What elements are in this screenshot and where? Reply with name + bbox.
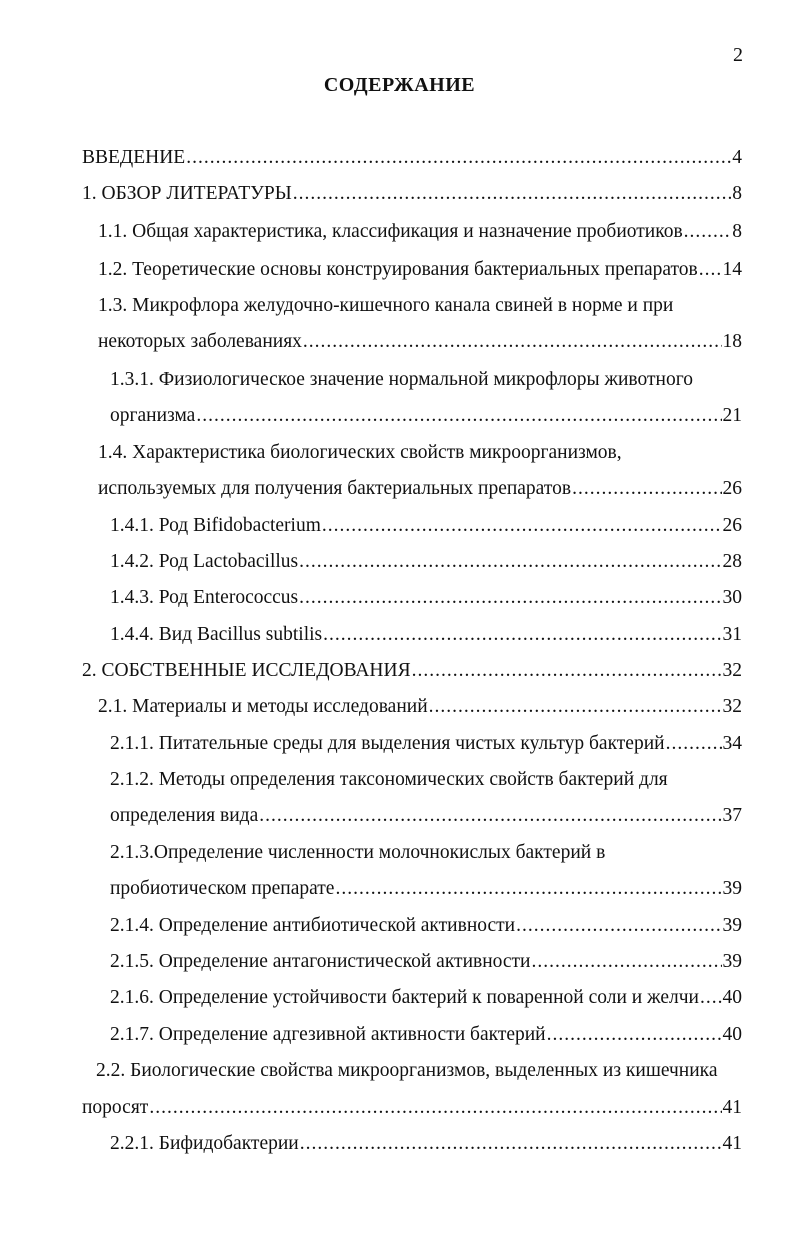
toc-entry-title: некоторых заболеваниях (98, 331, 302, 352)
toc-entry-2-2-line1: 2.2. Биологические свойства микроорганизмов, выделенных из кишечника (96, 1060, 718, 1081)
toc-entry-page: 37 (722, 805, 742, 826)
toc-entry-title: используемых для получения бактериальных препаратов (98, 478, 572, 499)
toc-entry-page: 32 (722, 696, 742, 717)
toc-entry-title: 1.4.1. Род Bifidobacterium (110, 515, 321, 536)
toc-entry-title: 2. СОБСТВЕННЫЕ ИССЛЕДОВАНИЯ (82, 660, 411, 681)
toc-entry-2-2 (82, 1094, 742, 1122)
toc-entry-title: ВВЕДЕНИЕ (82, 147, 186, 168)
toc-entry-title: 1.1. Общая характеристика, классификация и назначение пробиотиков (98, 221, 683, 242)
toc-entry-page: 26 (722, 515, 742, 536)
toc-entry-1-4-1 (110, 512, 742, 540)
toc-entry-page: 14 (722, 259, 742, 280)
toc-entry-2-1 (98, 693, 742, 721)
toc-entry-title: 2.1.5. Определение антагонистической активности (110, 951, 531, 972)
toc-entry-title: 1.4.3. Род Enterococcus (110, 587, 299, 608)
toc-entry-page: 39 (722, 878, 742, 899)
toc-entry-title: 1. ОБЗОР ЛИТЕРАТУРЫ (82, 183, 292, 204)
toc-entry-1-3-1-line1: 1.3.1. Физиологическое значение нормальной микрофлоры животного (110, 369, 693, 390)
toc-entry-title: 2.1.1. Питательные среды для выделения чистых культур бактерий (110, 733, 665, 754)
toc-entry-title: 1.4.4. Вид Bacillus subtilis (110, 624, 323, 645)
toc-entry-page: 32 (722, 660, 742, 681)
toc-entry-page: 18 (722, 331, 742, 352)
page-number: 2 (733, 44, 743, 66)
toc-entry-page: 21 (722, 405, 742, 426)
toc-entry-2-1-3 (110, 875, 742, 903)
toc-entry-title: 2.1.7. Определение адгезивной активности бактерий (110, 1024, 546, 1045)
toc-entry-1-4-4 (110, 621, 742, 649)
toc-entry-page: 40 (722, 987, 742, 1008)
page-title: СОДЕРЖАНИЕ (323, 74, 476, 96)
toc-entry-chapter-2 (82, 657, 742, 685)
toc-entry-page: 39 (722, 915, 742, 936)
toc-entry-1-2 (98, 256, 742, 284)
toc-entry-page: 30 (722, 587, 742, 608)
toc-entry-page: 26 (722, 478, 742, 499)
toc-entry-title: 2.1. Материалы и методы исследований (98, 696, 428, 717)
toc-entry-2-1-3-line1: 2.1.3.Определение численности молочнокислых бактерий в (110, 842, 606, 863)
toc-entry-title: 2.2.1. Бифидобактерии (110, 1133, 299, 1154)
toc-entry-title: организма (110, 405, 196, 426)
toc-entry-page: 41 (722, 1097, 742, 1118)
toc-entry-title: 2.1.6. Определение устойчивости бактерий к поваренной соли и желчи (110, 987, 699, 1008)
toc-entry-title: 1.2. Теоретические основы конструирования бактериальных препаратов (98, 259, 698, 280)
toc-entry-1-4-3 (110, 584, 742, 612)
toc-entry-page: 34 (722, 733, 742, 754)
toc-entry-2-1-5 (110, 948, 742, 976)
toc-entry-page: 8 (732, 221, 742, 242)
toc-entry-page: 4 (732, 147, 742, 168)
toc-entry-1-4-line1: 1.4. Характеристика биологических свойств микроорганизмов, (98, 442, 622, 463)
toc-entry-title: пробиотическом препарате (110, 878, 335, 899)
toc-entry-1-4 (98, 475, 742, 503)
toc-entry-page: 28 (722, 551, 742, 572)
toc-entry-page: 31 (722, 624, 742, 645)
toc-entry-2-1-7 (110, 1021, 742, 1049)
toc-entry-2-1-1 (110, 730, 742, 758)
toc-entry-page: 39 (722, 951, 742, 972)
toc-entry-chapter-1 (82, 180, 742, 208)
toc-entry-introduction (82, 144, 742, 172)
toc-entry-2-1-6 (110, 984, 742, 1012)
toc-entry-1-3-1 (110, 402, 742, 430)
toc-entry-2-1-2 (110, 802, 742, 830)
toc-entry-page: 41 (722, 1133, 742, 1154)
toc-entry-title: 2.1.4. Определение антибиотической активности (110, 915, 516, 936)
toc-entry-2-2-1 (110, 1130, 742, 1158)
toc-entry-page: 40 (722, 1024, 742, 1045)
toc-entry-2-1-2-line1: 2.1.2. Методы определения таксономических свойств бактерий для (110, 769, 668, 790)
toc-entry-2-1-4 (110, 912, 742, 940)
toc-entry-title: поросят (82, 1097, 149, 1118)
toc-entry-1-1 (98, 218, 742, 246)
toc-entry-title: определения вида (110, 805, 259, 826)
toc-entry-page: 8 (732, 183, 742, 204)
toc-entry-1-4-2 (110, 548, 742, 576)
toc-entry-1-3 (98, 328, 742, 356)
toc-entry-1-3-line1: 1.3. Микрофлора желудочно-кишечного канала свиней в норме и при (98, 295, 674, 316)
toc-entry-title: 1.4.2. Род Lactobacillus (110, 551, 299, 572)
